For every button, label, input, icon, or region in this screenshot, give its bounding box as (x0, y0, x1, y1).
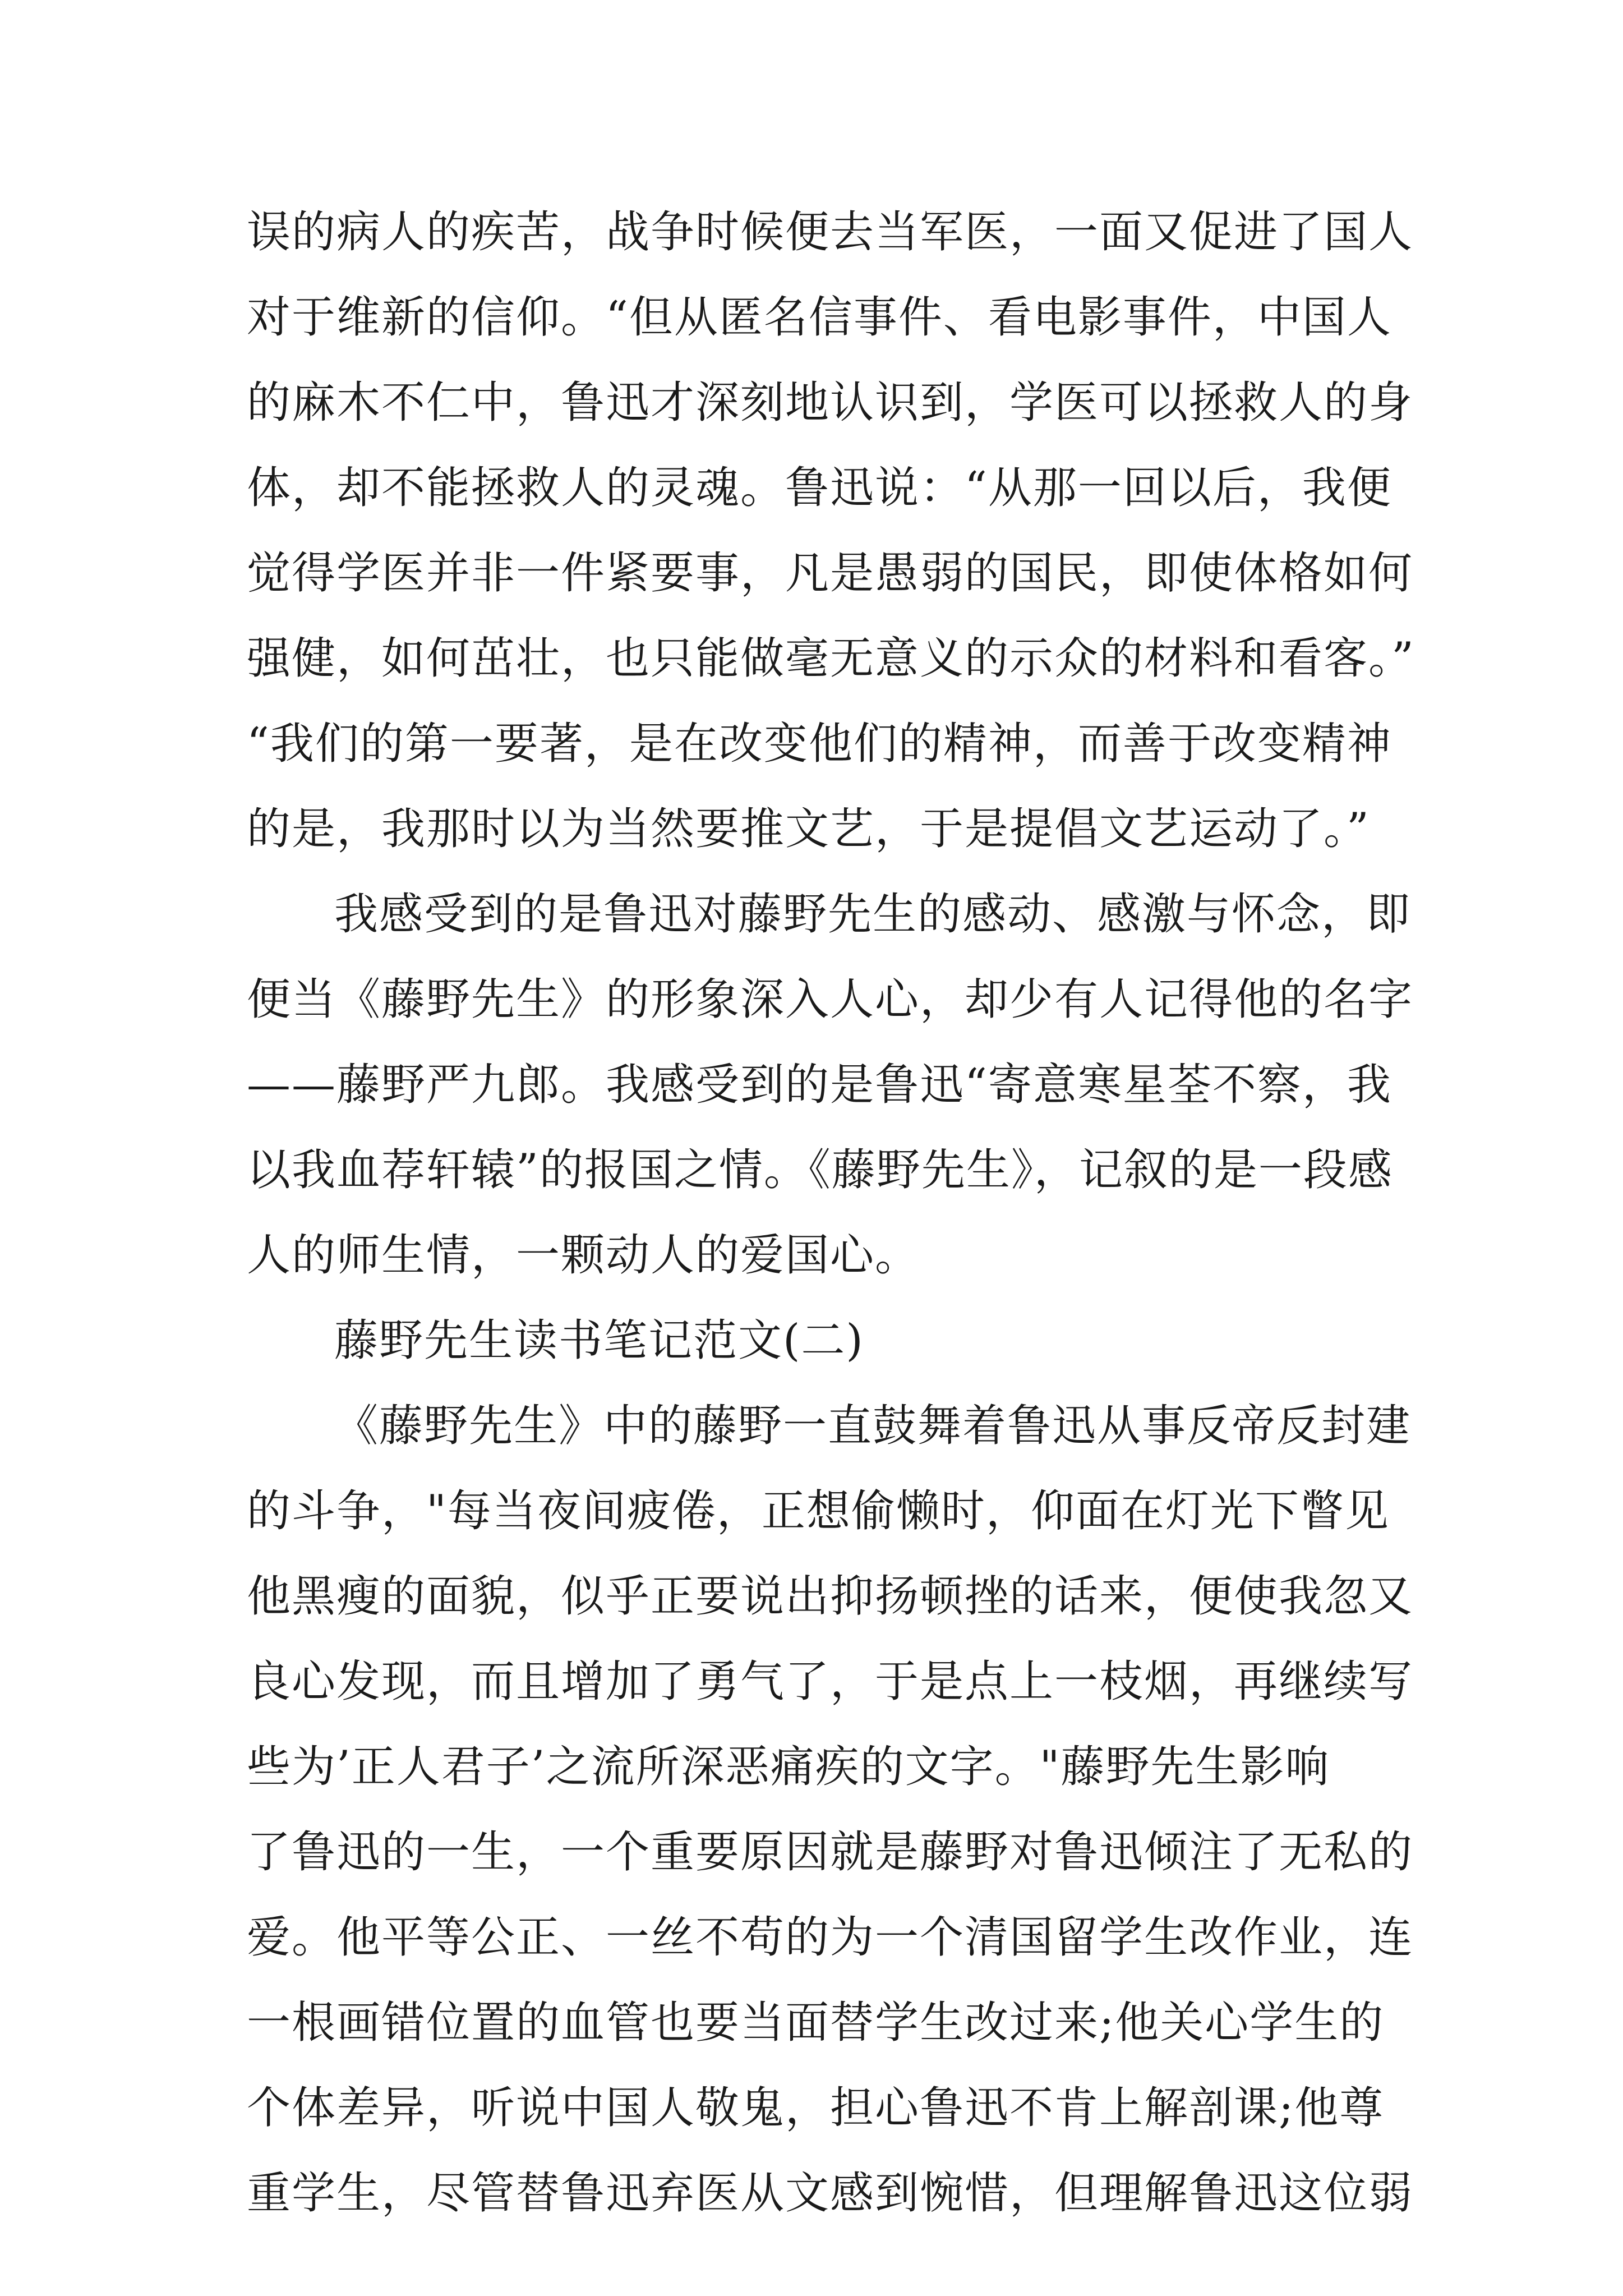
text-line: 的斗争，"每当夜间疲倦，正想偷懒时，仰面在灯光下瞥见 (247, 1486, 1390, 1536)
text-line: 的麻木不仁中，鲁迅才深刻地认识到，学医可以拯救人的身 (247, 378, 1414, 428)
text-line: 重学生，尽管替鲁迅弃医从文感到惋惜，但理解鲁迅这位弱 (247, 2168, 1414, 2219)
text-line: 一根画错位置的血管也要当面替学生改过来;他关心学生的 (247, 1998, 1385, 2048)
text-line: 的是，我那时以为当然要推文艺，于是提倡文艺运动了。” (247, 804, 1370, 854)
text-line: 强健，如何茁壮，也只能做毫无意义的示众的材料和看客。” (247, 633, 1415, 684)
text-line: 个体差异，听说中国人敬鬼，担心鲁迅不肯上解剖课;他尊 (247, 2083, 1385, 2133)
text-line: 些为’正人君子’之流所深恶痛疾的文字。"藤野先生影响 (247, 1742, 1330, 1792)
paragraph-start-line: 《藤野先生》中的藤野一直鼓舞着鲁迅从事反帝反封建 (334, 1401, 1412, 1451)
text-line: ——藤野严九郎。我感受到的是鲁迅“寄意寒星荃不察，我 (247, 1060, 1392, 1110)
text-line: 以我血荐轩辕”的报国之情。《藤野先生》，记叙的是一段感 (247, 1145, 1393, 1195)
text-line: 对于维新的信仰。“但从匿名信事件、看电影事件，中国人 (247, 292, 1392, 343)
text-line: 误的病人的疾苦，战争时候便去当军医，一面又促进了国人 (247, 207, 1414, 257)
text-line: 人的师生情，一颗动人的爱国心。 (247, 1230, 920, 1281)
text-line: 觉得学医并非一件紧要事，凡是愚弱的国民，即使体格如何 (247, 548, 1414, 599)
paragraph-start-line: 我感受到的是鲁迅对藤野先生的感动、感激与怀念，即 (334, 889, 1412, 940)
text-line: 爱。他平等公正、一丝不苟的为一个清国留学生改作业，连 (247, 1912, 1414, 1963)
text-line: “我们的第一要著，是在改变他们的精神，而善于改变精神 (247, 719, 1392, 769)
text-line: 体，却不能拯救人的灵魂。鲁迅说：“从那一回以后，我便 (247, 463, 1392, 513)
body-text (247, 190, 1447, 2236)
text-line: 了鲁迅的一生，一个重要原因就是藤野对鲁迅倾注了无私的 (247, 1827, 1414, 1878)
text-line: 便当《藤野先生》的形象深入人心，却少有人记得他的名字 (247, 974, 1414, 1025)
section-heading: 藤野先生读书笔记范文(二) (334, 1315, 864, 1366)
text-line: 良心发现，而且增加了勇气了，于是点上一枝烟，再继续写 (247, 1657, 1414, 1707)
text-line: 他黑瘦的面貌，似乎正要说出抑扬顿挫的话来，便使我忽又 (247, 1571, 1414, 1622)
